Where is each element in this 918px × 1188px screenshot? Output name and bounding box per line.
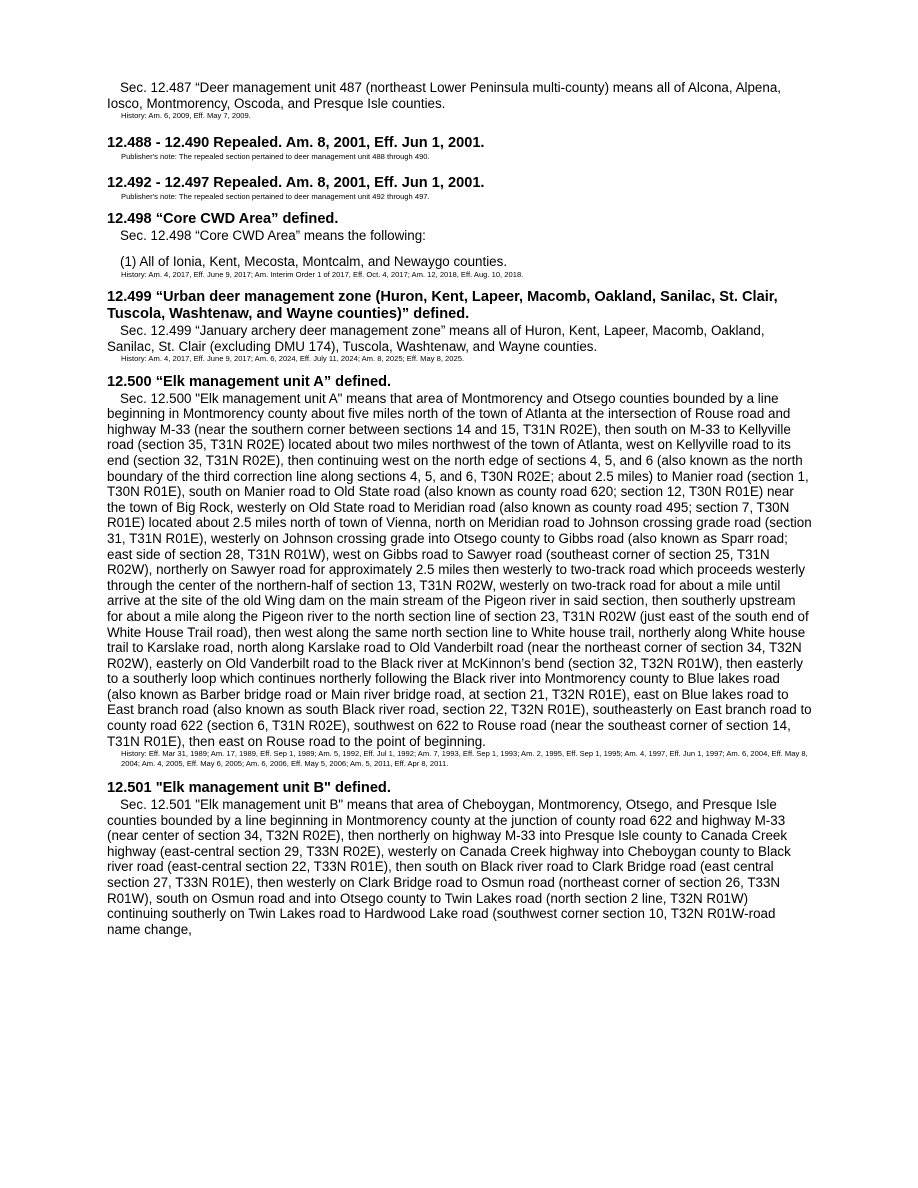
document-page	[107, 80, 812, 937]
section-499-heading: 12.499 “Urban deer management zone (Huron, Kent, Lapeer, Macomb, Oakland, Sanilac, St. Clair, Tuscola, Washtenaw, and Wayne counties)” defined.	[107, 289, 778, 322]
section-492-heading: 12.492 - 12.497 Repealed. Am. 8, 2001, Eff. Jun 1, 2001.	[107, 175, 485, 191]
section-499-history: History: Am. 4, 2017, Eff. June 9, 2017; Am. 6, 2024, Eff. July 11, 2024; Am. 8, 2025; Eff. May 8, 2025.	[121, 354, 465, 364]
section-500-history: History: Eff. Mar 31, 1989; Am. 17, 1989, Eff. Sep 1, 1989; Am. 5, 1992, Eff. Jul 1, 1992; Am. 7, 1993, Eff. Sep 1, 1993; Am. 2, 1995, Eff. Sep 1, 1995; Am. 4, 1997, Eff. Jun 1, 1997; Am. 6, 2004, Eff. May 8, 2004; Am. 4, 2005, Eff. May 6, 2005; Am. 6, 2006, Eff. May 5, 2006; Am. 5, 2011, Eff. Apr 8, 2011.	[121, 749, 808, 768]
section-501-body: Sec. 12.501 "Elk management unit B" means that area of Cheboygan, Montmorency, Otsego, and Presque Isle counties bounded by a line beginning in Montmorency county at the junction of county road 622 and highway M-33 (near center of section 34, T32N R02E), then northerly on highway M-33 into Presque Isle county to Canada Creek highway (east-central section 29, T33N R02E), westerly on Canada Creek highway into Cheboygan county to Black river road (east-central section 22, T33N R01E), then south on Black river road to Clark Bridge road (east central section 27, T33N R01E), then westerly on Clark Bridge road to Osmun road (northeast corner of section 26, T33N R01W), south on Osmun road and into Otsego county to Twin Lakes road (north section 2 line, T32N R01W) continuing southerly on Twin Lakes road to Hardwood Lake road (southwest corner section 10, T32N R01W-road name change,	[107, 797, 791, 937]
section-500-heading: 12.500 “Elk management unit A” defined.	[107, 373, 392, 390]
section-487-history: History: Am. 6, 2009, Eff. May 7, 2009.	[121, 111, 251, 121]
section-488-publisher-note: Publisher's note: The repealed section pertained to deer management unit 488 through 490.	[121, 151, 430, 161]
section-498-item-1: (1) All of Ionia, Kent, Mecosta, Montcalm, and Newaygo counties.	[120, 254, 508, 269]
section-498-history: History: Am. 4, 2017, Eff. June 9, 2017; Am. Interim Order 1 of 2017, Eff. Oct. 4, 2017; Am. 12, 2018, Eff. Aug. 10, 2018.	[121, 269, 524, 279]
section-487-body: Sec. 12.487 “Deer management unit 487 (northeast Lower Peninsula multi-county) means all of Alcona, Alpena, Iosco, Montmorency, Oscoda, and Presque Isle counties.	[107, 80, 781, 111]
section-501-heading: 12.501 "Elk management unit B" defined.	[107, 780, 391, 797]
section-498-body: Sec. 12.498 “Core CWD Area” means the following:	[120, 228, 426, 244]
section-498-heading: 12.498 “Core CWD Area” defined.	[107, 211, 339, 228]
section-500-body: Sec. 12.500 "Elk management unit A" means that area of Montmorency and Otsego counties bounded by a line beginning in Montmorency county about five miles north of the town of Atlanta at the intersection of Rouse road and highway M-33 (near the southern corner between sections 14 and 15, T31N R02E), then south on M-33 to Kellyville road (section 35, T31N R02E) located about two miles northwest of the town of Atlanta, west on Kellyville road to its end (section 32, T31N R02E), then continuing west on the north edge of sections 4, 5, and 6 (also known as the north boundary of the third correction line along sections 4, 5, and 6, T30N R02E; about 2.5 miles) to Manier road (section 1, T30N R01E), south on Manier road to Old State road (also known as county road 620; section 12, T30N R01E) near the town of Big Rock, westerly on Old State road to Meridian road (also known as county road 495; section 7, T30N R01E) located about 2.5 miles north of town of Vienna, north on Meridian road to Johnson crossing grade road (section 31, T31N R01E), westerly on Johnson crossing grade into Otsego county to Gibbs road (also known as Sparr road; east side of section 28, T31N R01W), west on Gibbs road to Sawyer road (southeast corner of section 25, T31N R02W), northerly on Sawyer road for approximately 2.5 miles then westerly to two-track road which proceeds westerly through the center of the northern-half of section 13, T31N R02W, westerly on two-track road for about a mile until arrive at the site of the old Wing dam on the main stream of the Pigeon river in said section, then southerly upstream for about a mile along the Pigeon river to the north section line of section 23, T31N R02W (just east of the south end of White House Trail road), then west along the same north section line to White house trail, northerly along White house trail to Karslake road, north along Karslake road to Old Vanderbilt road (near the northeast corner of section 34, T32N R02W), easterly on Old Vanderbilt road to the Black river at McKinnon’s bend (section 32, T32N R01W), then easterly to a southerly loop which continues northerly following the Black river into Montmorency county to Blue lakes road (also known as Barber bridge road or Main river bridge road, at section 21, T32N R01E), east on Blue lakes road to East branch road (also known as south Black river road, section 22, T32N R01E), southeasterly on East branch road to county road 622 (section 6, T31N R02E), southwest on 622 to Rouse road (near the southeast corner of section 14, T31N R01E), then east on Rouse road to the point of beginning.	[107, 390, 812, 749]
section-488-heading: 12.488 - 12.490 Repealed. Am. 8, 2001, Eff. Jun 1, 2001.	[107, 134, 485, 151]
section-499-body: Sec. 12.499 “January archery deer management zone” means all of Huron, Kent, Lapeer, Macomb, Oakland, Sanilac, St. Clair (excluding DMU 174), Tuscola, Washtenaw, and Wayne counties.	[107, 323, 765, 354]
section-492-publisher-note: Publisher's note: The repealed section pertained to deer management unit 492 through 497.	[121, 192, 430, 201]
